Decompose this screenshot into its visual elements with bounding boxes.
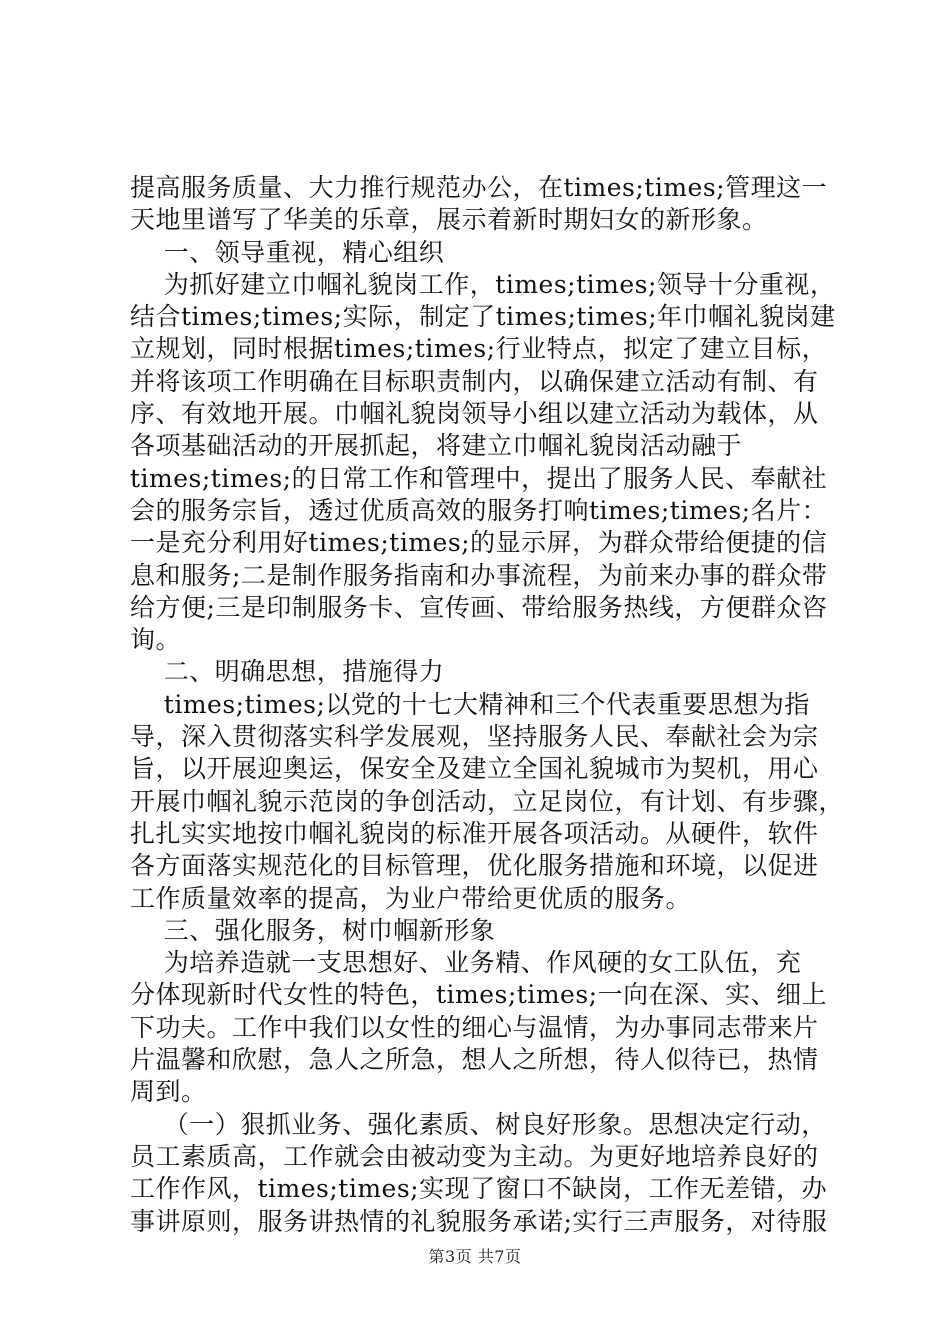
- text-line: 一、领导重视，精心组织: [130, 237, 445, 267]
- text-line: 为培养造就一支思想好、业务精、作风硬的女工队伍，充: [130, 948, 802, 978]
- text-line: 为抓好建立巾帼礼貌岗工作，times;times;领导十分重视，: [130, 269, 836, 299]
- document-body: [130, 172, 845, 1238]
- text-line: 开展巾帼礼貌示范岗的争创活动，立足岗位，有计划、有步骤，: [130, 786, 845, 816]
- text-line: 分体现新时代女性的特色，times;times;一向在深、实、细上: [130, 980, 828, 1010]
- text-line: 旨，以开展迎奥运，保安全及建立全国礼貌城市为契机，用心: [130, 754, 819, 784]
- text-line: 一是充分利用好times;times;的显示屏，为群众带给便捷的信: [130, 528, 828, 558]
- text-line: 二、明确思想，措施得力: [130, 657, 445, 687]
- text-line: 息和服务;二是制作服务指南和办事流程，为前来办事的群众带: [130, 560, 828, 590]
- text-line: 各项基础活动的开展抓起，将建立巾帼礼貌岗活动融于: [130, 431, 743, 461]
- text-line: 立规划，同时根据times;times;行业特点，拟定了建立目标，: [130, 334, 828, 364]
- text-line: 工作作风，times;times;实现了窗口不缺岗，工作无差错，办: [130, 1174, 828, 1204]
- text-line: 下功夫。工作中我们以女性的细心与温情，为办事同志带来片: [130, 1012, 819, 1042]
- page-footer: 第3页 共7页: [428, 1247, 522, 1266]
- text-line: 工作质量效率的提高，为业户带给更优质的服务。: [130, 883, 692, 913]
- text-line: times;times;的日常工作和管理中，提出了服务人民、奉献社: [130, 463, 828, 493]
- text-line: times;times;以党的十七大精神和三个代表重要思想为指: [130, 689, 810, 719]
- text-line: 片温馨和欣慰，急人之所急，想人之所想，待人似待已，热情: [130, 1045, 819, 1075]
- text-line: 询。: [130, 625, 182, 655]
- text-line: 提高服务质量、大力推行规范办公，在times;times;管理这一: [130, 173, 828, 202]
- text-line: 扎扎实实地按巾帼礼貌岗的标准开展各项活动。从硬件，软件: [130, 818, 819, 848]
- text-line: 并将该项工作明确在目标职责制内，以确保建立活动有制、有: [130, 366, 819, 396]
- text-line: 天地里谱写了华美的乐章，展示着新时期妇女的新形象。: [130, 205, 768, 235]
- text-line: 三、强化服务，树巾帼新形象: [130, 915, 496, 945]
- text-line: （一）狠抓业务、强化素质、树良好形象。思想决定行动，: [130, 1109, 827, 1139]
- text-line: 事讲原则，服务讲热情的礼貌服务承诺;实行三声服务，对待服: [130, 1206, 828, 1236]
- text-line: 会的服务宗旨，透过优质高效的服务打响times;times;名片：: [130, 495, 828, 525]
- text-line: 各方面落实规范化的目标管理，优化服务措施和环境，以促进: [130, 851, 819, 881]
- text-line: 序、有效地开展。巾帼礼貌岗领导小组以建立活动为载体，从: [130, 399, 819, 429]
- text-line: 导，深入贯彻落实科学发展观，坚持服务人民、奉献社会为宗: [130, 722, 819, 752]
- text-line: 周到。: [130, 1077, 207, 1107]
- text-line: 员工素质高，工作就会由被动变为主动。为更好地培养良好的: [130, 1141, 819, 1171]
- text-line: 结合times;times;实际，制定了times;times;年巾帼礼貌岗建: [130, 302, 836, 332]
- text-line: 给方便;三是印制服务卡、宣传画、带给服务热线，方便群众咨: [130, 592, 828, 622]
